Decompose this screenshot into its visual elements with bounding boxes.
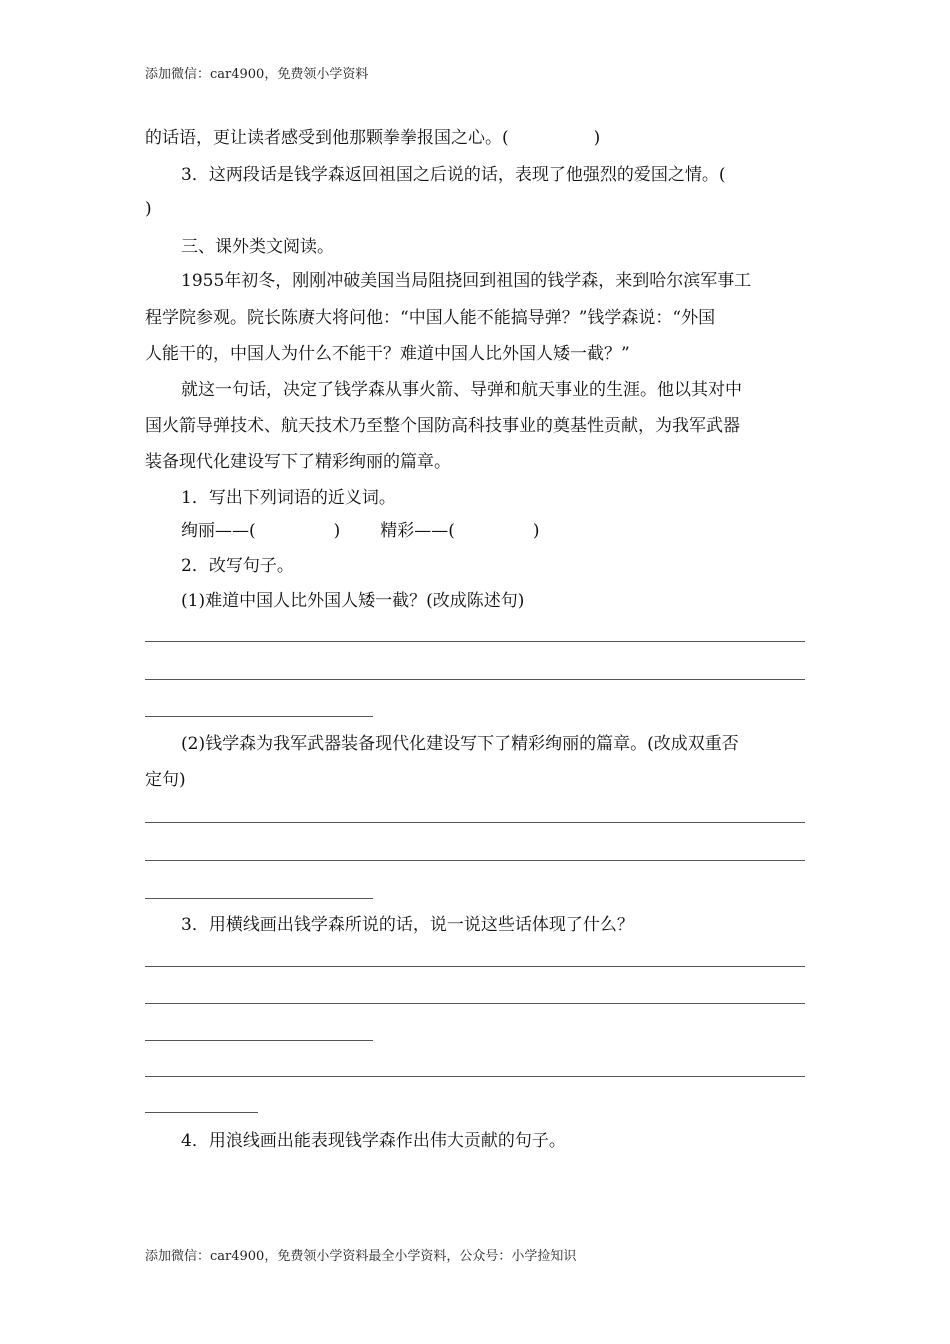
answer-line[interactable] <box>145 1076 805 1077</box>
synonym-close-1: ) <box>333 521 341 541</box>
question-3-true-false: 3．这两段话是钱学森返回祖国之后说的话，表现了他强烈的爱国之情。( <box>181 165 726 185</box>
passage-line: 1955年初冬，刚刚冲破美国当局阻挠回到祖国的钱学森，来到哈尔滨军事工 <box>181 271 752 291</box>
answer-line[interactable] <box>145 641 805 642</box>
page-footer: 添加微信：car4900，免费领小学资料最全小学资料，公众号：小学捡知识 <box>145 1249 577 1264</box>
section-heading: 三、课外类文阅读。 <box>181 237 334 257</box>
answer-line[interactable] <box>145 716 373 717</box>
passage-line: 国火箭导弹技术、航天技术乃至整个国防高科技事业的奠基性贡献，为我军武器 <box>145 416 740 436</box>
answer-line[interactable] <box>145 679 805 680</box>
question-2: 2．改写句子。 <box>181 556 294 576</box>
question-1: 1．写出下列词语的近义词。 <box>181 488 396 508</box>
answer-line[interactable] <box>145 966 805 967</box>
synonym-word-2: 精彩——( <box>380 521 455 541</box>
answer-line[interactable] <box>145 898 373 899</box>
answer-line[interactable] <box>145 822 805 823</box>
answer-line[interactable] <box>145 1003 805 1004</box>
question-2-2: (2)钱学森为我军武器装备现代化建设写下了精彩绚丽的篇章。(改成双重否 <box>181 734 739 754</box>
answer-line[interactable] <box>145 1112 258 1113</box>
question-4: 4．用浪线画出能表现钱学森作出伟大贡献的句子。 <box>181 1131 566 1151</box>
answer-line[interactable] <box>145 860 805 861</box>
question-2-1: (1)难道中国人比外国人矮一截？(改成陈述句) <box>181 591 525 611</box>
passage-line: 人能干的，中国人为什么不能干？难道中国人比外国人矮一截？” <box>145 344 630 364</box>
page-header: 添加微信：car4900，免费领小学资料 <box>145 67 369 82</box>
answer-line[interactable] <box>145 1040 373 1041</box>
text-line: ) <box>145 199 152 219</box>
synonym-word-1: 绚丽——( <box>181 521 256 541</box>
synonym-row <box>181 520 807 542</box>
question-2-2-cont: 定句) <box>145 770 186 790</box>
passage-line: 就这一句话，决定了钱学森从事火箭、导弹和航天事业的生涯。他以其对中 <box>181 380 742 400</box>
question-3: 3．用横线画出钱学森所说的话，说一说这些话体现了什么？ <box>181 915 634 935</box>
text-line: 的话语，更让读者感受到他那颗拳拳报国之心。( ) <box>145 128 601 148</box>
passage-line: 程学院参观。院长陈赓大将问他：“中国人能不能搞导弹？”钱学森说：“外国 <box>145 308 716 328</box>
synonym-close-2: ) <box>532 521 540 541</box>
passage-line: 装备现代化建设写下了精彩绚丽的篇章。 <box>145 452 451 472</box>
